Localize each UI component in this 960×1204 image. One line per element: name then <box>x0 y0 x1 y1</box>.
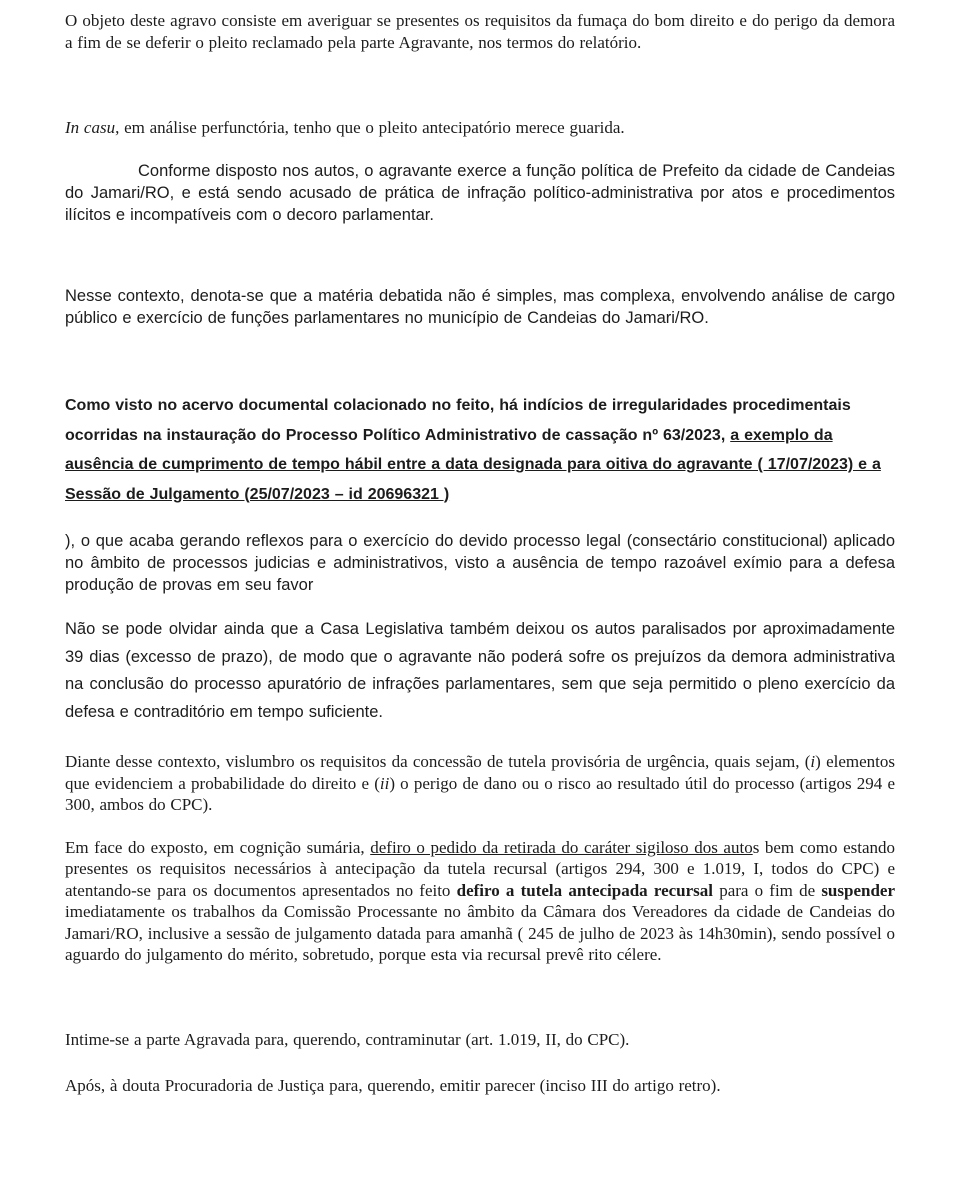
paragraph-4-segment-1: Nesse contexto, denota-se que a matéria debatida não é simples, mas complexa, envolvendo análise de cargo público e exercício de funções parlamentares no município de Candeias do Jamari/RO. <box>65 287 895 327</box>
paragraph-6 <box>65 530 895 596</box>
paragraph-9-segment-3: s bem como estando presentes os requisitos necessários à antecipação da tutela recursal (artigos 294, 300 e 1.019, I, todos do CPC) e atentando-se para os documentos apresentados no feito <box>65 837 895 900</box>
paragraph-1 <box>65 10 895 54</box>
paragraph-5 <box>65 391 895 509</box>
paragraph-5-segment-1: Como visto no acervo documental colacionado no feito, há indícios de irregularidades procedimentais ocorridas na instauração do Processo Político Administrativo de cassação nº 63/2023, <box>65 397 851 444</box>
paragraph-2-segment-2: , em análise perfunctória, tenho que o pleito antecipatório merece guarida. <box>115 118 625 137</box>
paragraph-10-segment-1: Intime-se a parte Agravada para, querendo, contraminutar (art. 1.019, II, do CPC). <box>65 1029 630 1049</box>
document-body <box>65 10 895 1097</box>
paragraph-8-segment-5: ) o perigo de dano ou o risco ao resultado útil do processo (artigos 294 e 300, ambos do CPC). <box>65 773 895 814</box>
paragraph-11 <box>65 1075 895 1097</box>
paragraph-2-segment-1: In casu <box>65 118 116 137</box>
paragraph-9-segment-4: defiro a tutela antecipada recursal <box>456 880 714 900</box>
paragraph-7-segment-1: Não se pode olvidar ainda que a Casa Legislativa também deixou os autos paralisados por aproximadamente 39 dias (excesso de prazo), de modo que o agravante não poderá sofre os prejuízos da demora administrativa na conclusão do processo apuratório de infrações parlamentares, sem que seja permitido o pleno exercício da defesa e contraditório em tempo suficiente. <box>65 620 895 721</box>
paragraph-9 <box>65 837 895 966</box>
paragraph-8-segment-2: i <box>810 752 816 771</box>
paragraph-9-segment-1: Em face do exposto, em cognição sumária, <box>65 837 371 857</box>
paragraph-9-segment-2: defiro o pedido da retirada do caráter sigiloso dos auto <box>370 837 753 857</box>
paragraph-5-segment-2: a exemplo da ausência de cumprimento de tempo hábil entre a data designada para oitiva do agravante ( 17/07/2023) e a Sessão de Julgamento (25/07/2023 – id 20696321 ) <box>65 426 881 503</box>
paragraph-9-segment-5: para o fim de <box>713 880 822 900</box>
paragraph-7 <box>65 616 895 726</box>
paragraph-9-segment-7: imediatamente os trabalhos da Comissão Processante no âmbito da Câmara dos Vereadores da cidade de Candeias do Jamari/RO, inclusive a sessão de julgamento datada para amanhã ( 245 de julho de 2023 às 14h30min), sendo possível o aguardo do julgamento do mérito, sobretudo, porque esta via recursal prevê rito célere. <box>65 902 895 964</box>
paragraph-4 <box>65 285 895 329</box>
paragraph-10 <box>65 1029 895 1051</box>
paragraph-8-segment-1: Diante desse contexto, vislumbro os requisitos da concessão de tutela provisória de urgência, quais sejam, ( <box>65 752 811 771</box>
document-page <box>0 10 960 1204</box>
paragraph-6-segment-1: ), o que acaba gerando reflexos para o exercício do devido processo legal (consectário constitucional) aplicado no âmbito de processos judicias e administrativos, visto a ausência de tempo razoável exímio para a defesa produção de provas em seu favor <box>65 532 895 594</box>
paragraph-1-segment-1: O objeto deste agravo consiste em averiguar se presentes os requisitos da fumaça do bom direito e do perigo da demora a fim de se deferir o pleito reclamado pela parte Agravante, nos termos do relatório. <box>65 11 895 52</box>
paragraph-8-segment-3: ) elementos que evidenciem a probabilidade do direito e ( <box>65 752 895 793</box>
paragraph-3-segment-1: Conforme disposto nos autos, o agravante exerce a função política de Prefeito da cidade de Candeias do Jamari/RO, e está sendo acusado de prática de infração político-administrativa por atos e procedimentos ilícitos e incompatíveis com o decoro parlamentar. <box>65 162 895 224</box>
paragraph-8-segment-4: ii <box>379 773 390 793</box>
paragraph-3 <box>65 160 895 226</box>
paragraph-2 <box>65 117 895 139</box>
paragraph-8 <box>65 751 895 816</box>
paragraph-9-segment-6: suspender <box>821 880 895 900</box>
paragraph-11-segment-1: Após, à douta Procuradoria de Justiça para, querendo, emitir parecer (inciso III do artigo retro). <box>65 1075 721 1095</box>
